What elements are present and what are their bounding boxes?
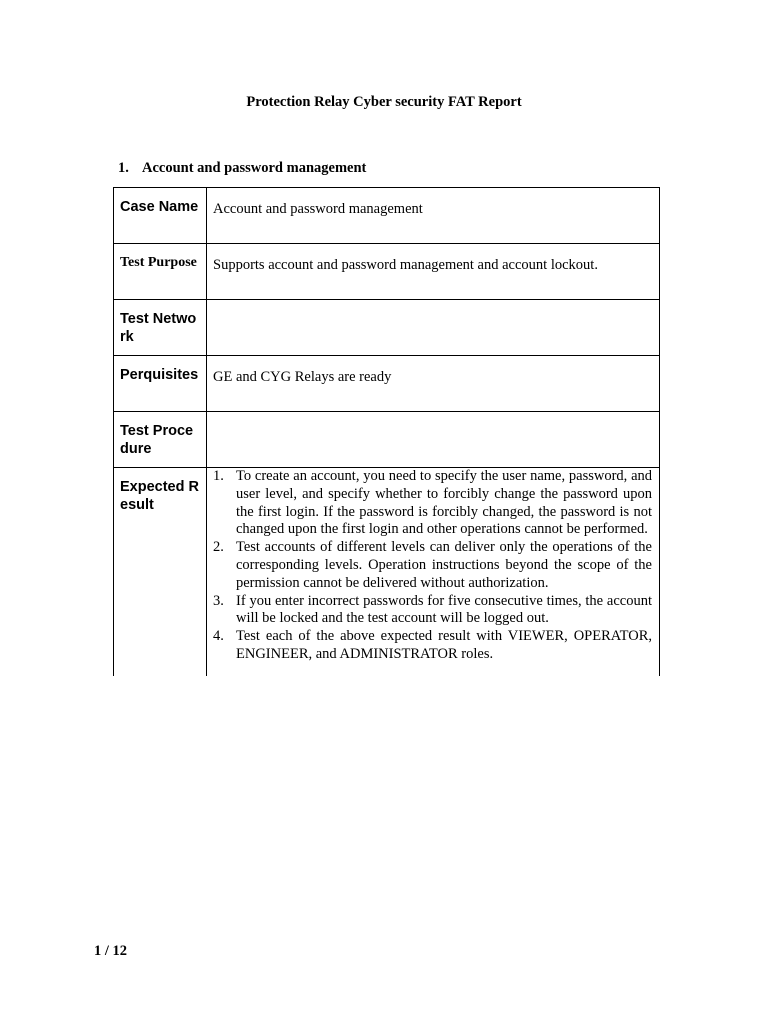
list-item bbox=[207, 593, 652, 629]
list-item-number: 3. bbox=[213, 592, 224, 609]
expected-result-label: Expected Result bbox=[120, 479, 199, 513]
value-cell bbox=[207, 412, 660, 468]
label-cell bbox=[114, 412, 207, 468]
label-cell bbox=[114, 244, 207, 300]
value-cell bbox=[207, 244, 660, 300]
list-item-text: Test accounts of different levels can deliver only the operations of the corresponding levels. Operation instructions beyond the scope of the permission cannot be delivered without authorization. bbox=[236, 539, 652, 591]
case-name-value: Account and password management bbox=[213, 201, 423, 217]
table-row-test-procedure bbox=[114, 412, 660, 468]
list-item bbox=[207, 628, 652, 664]
section-number: 1. bbox=[118, 160, 129, 176]
test-purpose-label: Test Purpose bbox=[120, 255, 197, 270]
label-cell bbox=[114, 188, 207, 244]
expected-result-list bbox=[207, 468, 659, 676]
list-item bbox=[207, 468, 652, 539]
section-title: Account and password management bbox=[142, 160, 367, 176]
section-heading bbox=[118, 159, 366, 177]
list-item-number: 1. bbox=[213, 468, 224, 484]
page-number: 1 / 12 bbox=[94, 943, 128, 959]
value-cell bbox=[207, 356, 660, 412]
case-name-label: Case Name bbox=[120, 199, 199, 215]
list-item-text: If you enter incorrect passwords for five consecutive times, the account will be locked and the test account will be logged out. bbox=[236, 592, 652, 627]
table-row-case-name bbox=[114, 188, 660, 244]
document-title: Protection Relay Cyber security FAT Report bbox=[246, 94, 522, 110]
list-item-number: 2. bbox=[213, 539, 224, 556]
list-item-number: 4. bbox=[213, 628, 224, 645]
table-row-expected-result bbox=[114, 468, 660, 676]
test-case-table bbox=[113, 187, 660, 676]
value-cell bbox=[207, 300, 660, 356]
table-row-test-purpose bbox=[114, 244, 660, 300]
test-network-label: Test Network bbox=[120, 311, 197, 345]
perquisites-value: GE and CYG Relays are ready bbox=[213, 369, 392, 385]
value-cell bbox=[207, 468, 660, 676]
label-cell bbox=[114, 468, 207, 676]
label-cell bbox=[114, 356, 207, 412]
list-item-text: To create an account, you need to specify the user name, password, and user level, and specify whether to forcibly change the password upon the first login. If the password is forcibly changed, the password is not changed upon the first login and other operations cannot be performed. bbox=[236, 468, 652, 538]
test-procedure-value bbox=[207, 412, 659, 424]
perquisites-label: Perquisites bbox=[120, 367, 199, 383]
label-cell bbox=[114, 300, 207, 356]
list-item-text: Test each of the above expected result with VIEWER, OPERATOR, ENGINEER, and ADMINISTRATOR roles. bbox=[236, 628, 652, 662]
value-cell bbox=[207, 188, 660, 244]
test-network-value bbox=[207, 300, 659, 312]
table-row-test-network bbox=[114, 300, 660, 356]
test-procedure-label: Test Procedure bbox=[120, 423, 194, 457]
test-purpose-value: Supports account and password management and account lockout. bbox=[213, 257, 598, 273]
list-item bbox=[207, 539, 652, 592]
table-row-perquisites bbox=[114, 356, 660, 412]
